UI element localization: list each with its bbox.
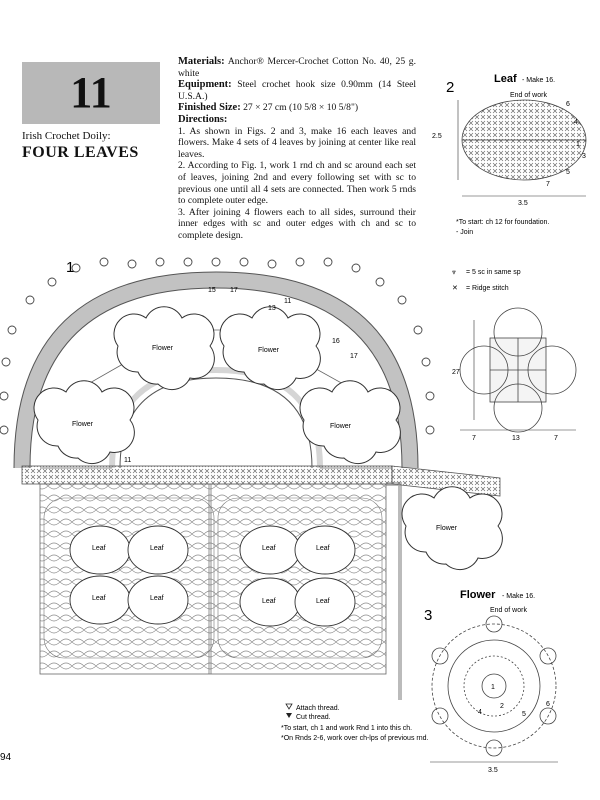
leaf-label: Leaf xyxy=(92,595,106,602)
rnd-mark: 2 xyxy=(500,703,504,710)
fig2-start-note: *To start: ch 12 for foundation. xyxy=(456,219,550,226)
motif-schematic xyxy=(460,308,576,432)
cut-note: Cut thread. xyxy=(296,714,331,721)
fig3-width: 3.5 xyxy=(488,767,498,774)
legend-five-sc: = 5 sc in same sp xyxy=(466,269,521,276)
motif-dim: 7 xyxy=(554,435,558,442)
row-mark: 5 xyxy=(566,169,570,176)
motif-dim: 7 xyxy=(472,435,476,442)
row-mark: 4 xyxy=(574,119,578,126)
rnds-note: *On Rnds 2-6, work over ch-lps of previous rnd. xyxy=(281,735,429,742)
flower-label: Flower xyxy=(258,347,280,354)
materials-text: Anchor® Mercer-Crochet Cotton No. 40, 25 g. white xyxy=(178,56,417,79)
row-mark: 1 xyxy=(576,141,580,148)
page-number: 94 xyxy=(0,752,12,763)
rnd-label: 16 xyxy=(332,338,340,345)
directions-label: Directions: xyxy=(178,113,228,125)
fig2-title: Leaf xyxy=(494,73,517,85)
flower-label: Flower xyxy=(330,423,352,430)
fig3-title: Flower xyxy=(460,589,496,601)
rnd-label: 11 xyxy=(124,457,132,464)
attach-thread-icon xyxy=(286,704,292,709)
fig2-width: 3.5 xyxy=(518,200,528,207)
materials-label: Materials: xyxy=(178,56,225,67)
rnd-mark: 5 xyxy=(522,711,526,718)
direction-step-2: 2. According to Fig. 1, work 1 rnd ch and sc around each set of leaves, joining 2nd and every following set with sc to previous one until all 4 sets are connected. Then work 5 rnds to complete outer edge. xyxy=(178,160,416,207)
row-mark: 3 xyxy=(582,153,586,160)
fig1-number: 1 xyxy=(66,259,75,276)
pattern-number: 11 xyxy=(70,68,112,117)
rnd-mark: 1 xyxy=(491,684,495,691)
row-mark: 6 xyxy=(566,101,570,108)
leaf-label: Leaf xyxy=(262,598,276,605)
cut-thread-icon xyxy=(286,713,292,718)
leaf-label: Leaf xyxy=(150,545,164,552)
size-label: Finished Size: xyxy=(178,102,241,114)
motif-height: 27 xyxy=(452,369,460,376)
start-note: *To start, ch 1 and work Rnd 1 into this ch. xyxy=(281,725,413,732)
leaf-label: Leaf xyxy=(316,545,330,552)
direction-step-1: 1. As shown in Figs. 2 and 3, make 16 each leaves and flowers. Make 4 sets of 4 leaves by joining at center like real leaves. xyxy=(178,125,416,160)
direction-step-3: 3. After joining 4 flowers each to all sides, surround their inner edges with sc and outer edges with ch and sc to complete design. xyxy=(178,206,416,241)
ridge-stitch-icon: ✕ xyxy=(452,285,458,292)
row-mark: 7 xyxy=(546,181,550,188)
fig2-height: 2.5 xyxy=(432,133,442,140)
pattern-subtitle: Irish Crochet Doily: xyxy=(22,130,111,142)
fig2-make: - Make 16. xyxy=(522,77,556,84)
fig3-end-of-work: End of work xyxy=(490,607,527,614)
rnd-label: 17 xyxy=(350,353,358,360)
pattern-title: FOUR LEAVES xyxy=(22,144,139,161)
center-band xyxy=(22,466,392,484)
flower-label: Flower xyxy=(152,345,174,352)
flower-label: Flower xyxy=(72,421,94,428)
fig3-make: - Make 16. xyxy=(502,593,536,600)
rnd-label: 13 xyxy=(268,305,276,312)
rnd-label: 11 xyxy=(284,298,292,305)
rnd-mark: 6 xyxy=(546,701,550,708)
legend-ridge: = Ridge stitch xyxy=(466,285,509,292)
five-sc-icon: ⩔ xyxy=(452,269,456,276)
leaf-label: Leaf xyxy=(150,595,164,602)
rnd-label: 17 xyxy=(230,287,238,294)
fig2-number: 2 xyxy=(446,79,455,96)
leaf-label: Leaf xyxy=(316,598,330,605)
fig3-number: 3 xyxy=(424,607,433,624)
rnd-mark: 4 xyxy=(478,709,482,716)
motif-dim: 13 xyxy=(512,435,520,442)
equipment-label: Equipment: xyxy=(178,79,232,91)
size-text: 27 × 27 cm (10 5/8 × 10 5/8") xyxy=(243,102,359,114)
equipment-text: Steel crochet hook size 0.90mm (14 Steel U.S.A.) xyxy=(178,79,416,102)
flower-label: Flower xyxy=(436,525,458,532)
leaf-label: Leaf xyxy=(262,545,276,552)
rnd-label: 15 xyxy=(208,287,216,294)
attach-note: Attach thread. xyxy=(296,705,340,712)
fig2-end-of-work: End of work xyxy=(510,92,547,99)
leaf-label: Leaf xyxy=(92,545,106,552)
fig2-join-note: - Join xyxy=(456,229,474,236)
